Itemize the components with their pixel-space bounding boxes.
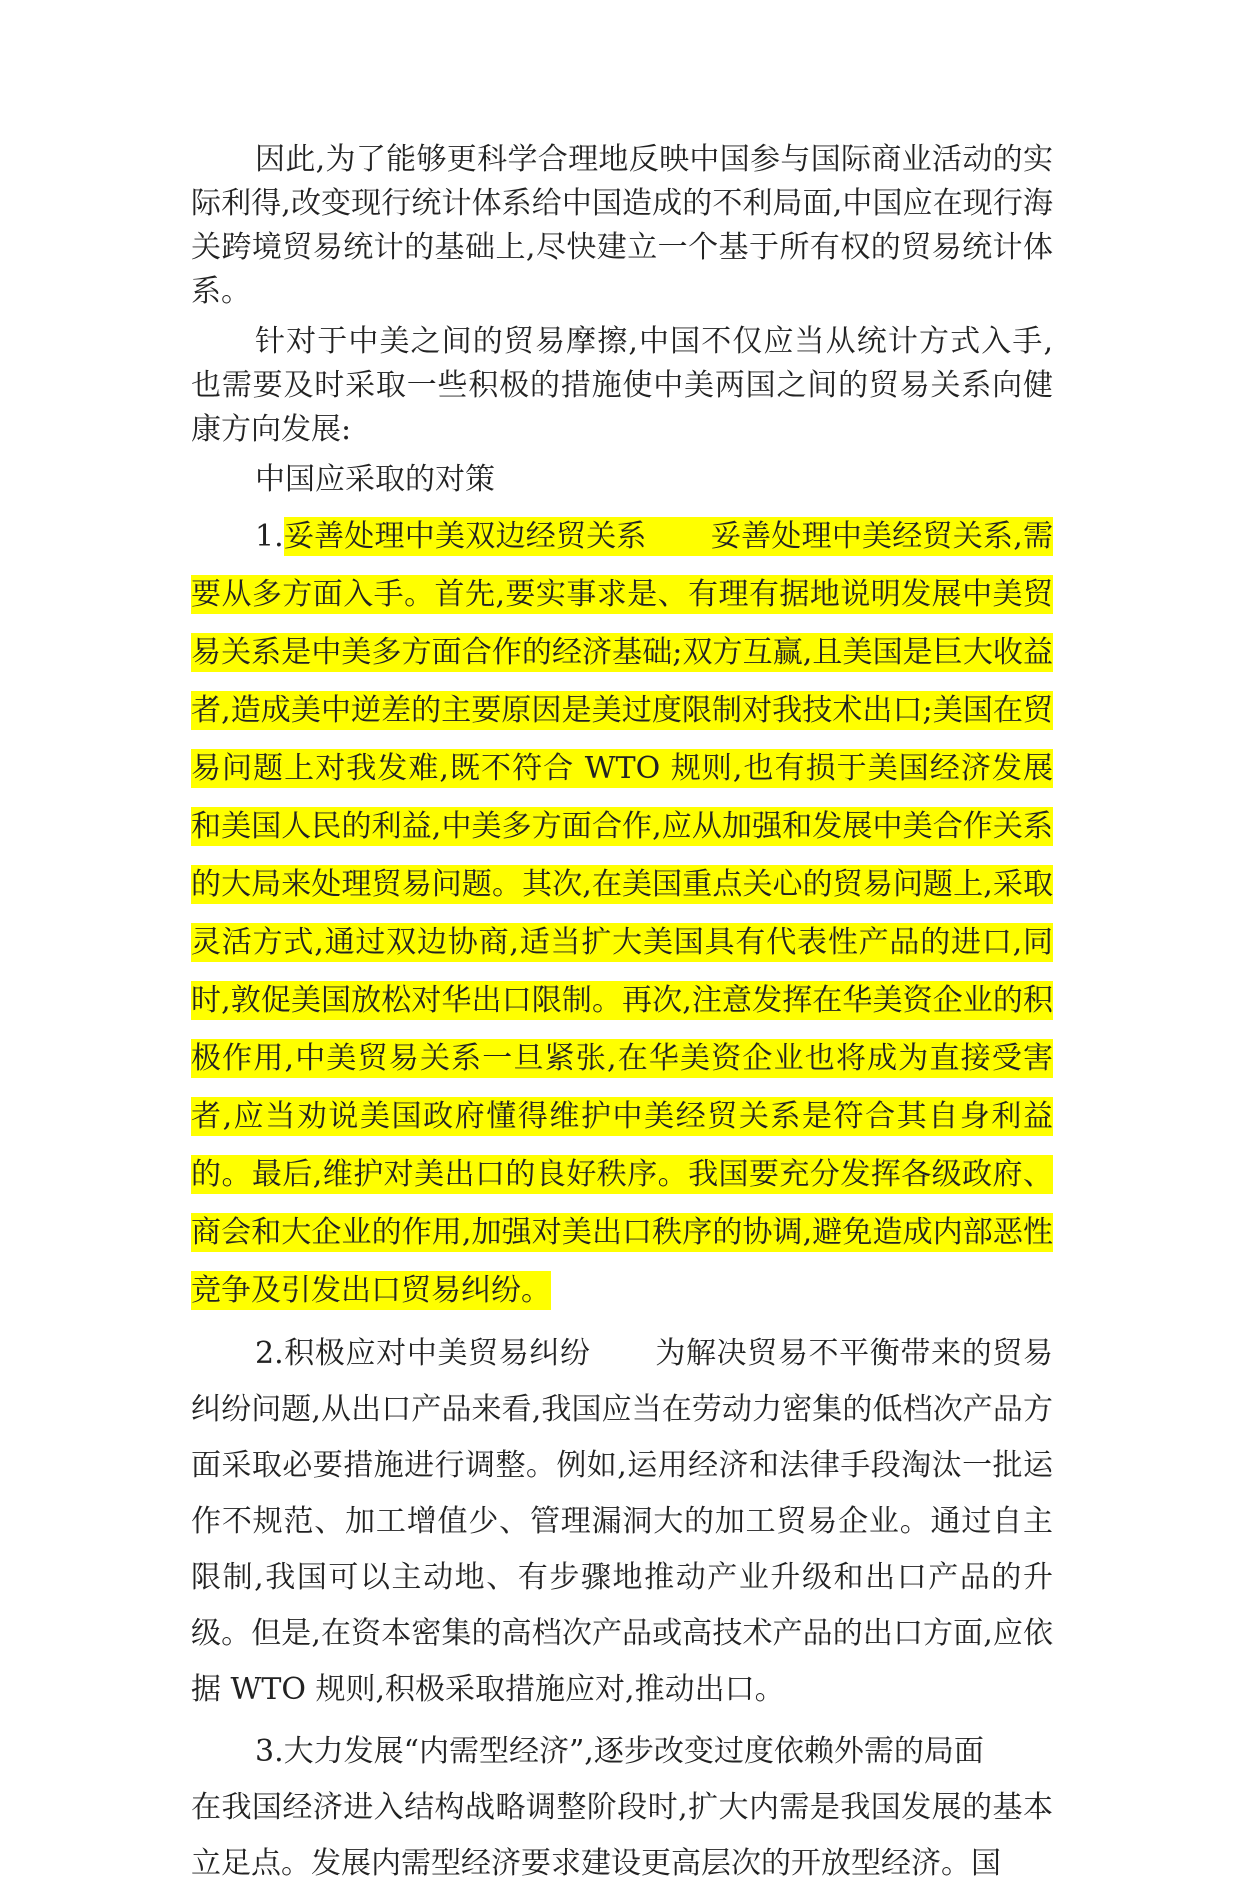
item-number-1: 1. bbox=[255, 519, 284, 554]
paragraph-countermeasure-2 bbox=[191, 1326, 1053, 1718]
item-body-2: 为解决贸易不平衡带来的贸易纠纷问题,从出口产品来看,我国应当在劳动力密集的低档次产品方面采取必要措施进行调整。例如,运用经济和法律手段淘汰一批运作不规范、加工增值少、管理漏洞大的加工贸易企业。通过自主限制,我国可以主动地、有步骤地推动产业升级和出口产品的升级。但是,在资本密集的高档次产品或高技术产品的出口方面,应依据 WTO 规则,积极采取措施应对,推动出口。 bbox=[191, 1336, 1053, 1707]
item-body-3: 在我国经济进入结构战略调整阶段时,扩大内需是我国发展的基本立足点。发展内需型经济要求建设更高层次的开放型经济。国 bbox=[191, 1790, 1053, 1881]
section-heading-countermeasures: 中国应采取的对策 bbox=[255, 462, 495, 497]
item-body-1: 妥善处理中美经贸关系,需要从多方面入手。首先,要实事求是、有理有据地说明发展中美贸易关系是中美多方面合作的经济基础;双方互赢,且美国是巨大收益者,造成美中逆差的主要原因是美过度限制对我技术出口;美国在贸易问题上对我发难,既不符合 WTO 规则,也有损于美国经济发展和美国人民的利益,中美多方面合作,应从加强和发展中美合作关系的大局来处理贸易问题。其次,在美国重点关心的贸易问题上,采取灵活方式,通过双边协商,适当扩大美国具有代表性产品的进口,同时,敦促美国放松对华出口限制。再次,注意发挥在华美资企业的积极作用,中美贸易关系一旦紧张,在华美资企业也将成为直接受害者,应当劝说美国政府懂得维护中美经贸关系是符合其自身利益的。最后,维护对美出口的良好秩序。我国要充分发挥各级政府、商会和大企业的作用,加强对美出口秩序的协调,避免造成内部恶性竞争及引发出口贸易纠纷。 bbox=[191, 519, 1053, 1308]
paragraph-trade-friction: 针对于中美之间的贸易摩擦,中国不仅应当从统计方式入手,也需要及时采取一些积极的措施使中美两国之间的贸易关系向健康方向发展: bbox=[191, 324, 1053, 447]
paragraph-countermeasure-3 bbox=[191, 1724, 1053, 1892]
item-heading-1: 妥善处理中美双边经贸关系 bbox=[283, 519, 647, 554]
paragraph-conclusion: 因此,为了能够更科学合理地反映中国参与国际商业活动的实际利得,改变现行统计体系给中国造成的不利局面,中国应在现行海关跨境贸易统计的基础上,尽快建立一个基于所有权的贸易统计体系。 bbox=[191, 142, 1053, 309]
paragraph-countermeasure-1 bbox=[191, 508, 1053, 1320]
document-page bbox=[191, 138, 1053, 1892]
item-heading-3: 3.大力发展“内需型经济”,逐步改变过度依赖外需的局面 bbox=[255, 1734, 984, 1769]
item-heading-2: 2.积极应对中美贸易纠纷 bbox=[255, 1336, 591, 1371]
highlighted-text bbox=[191, 517, 1053, 1310]
